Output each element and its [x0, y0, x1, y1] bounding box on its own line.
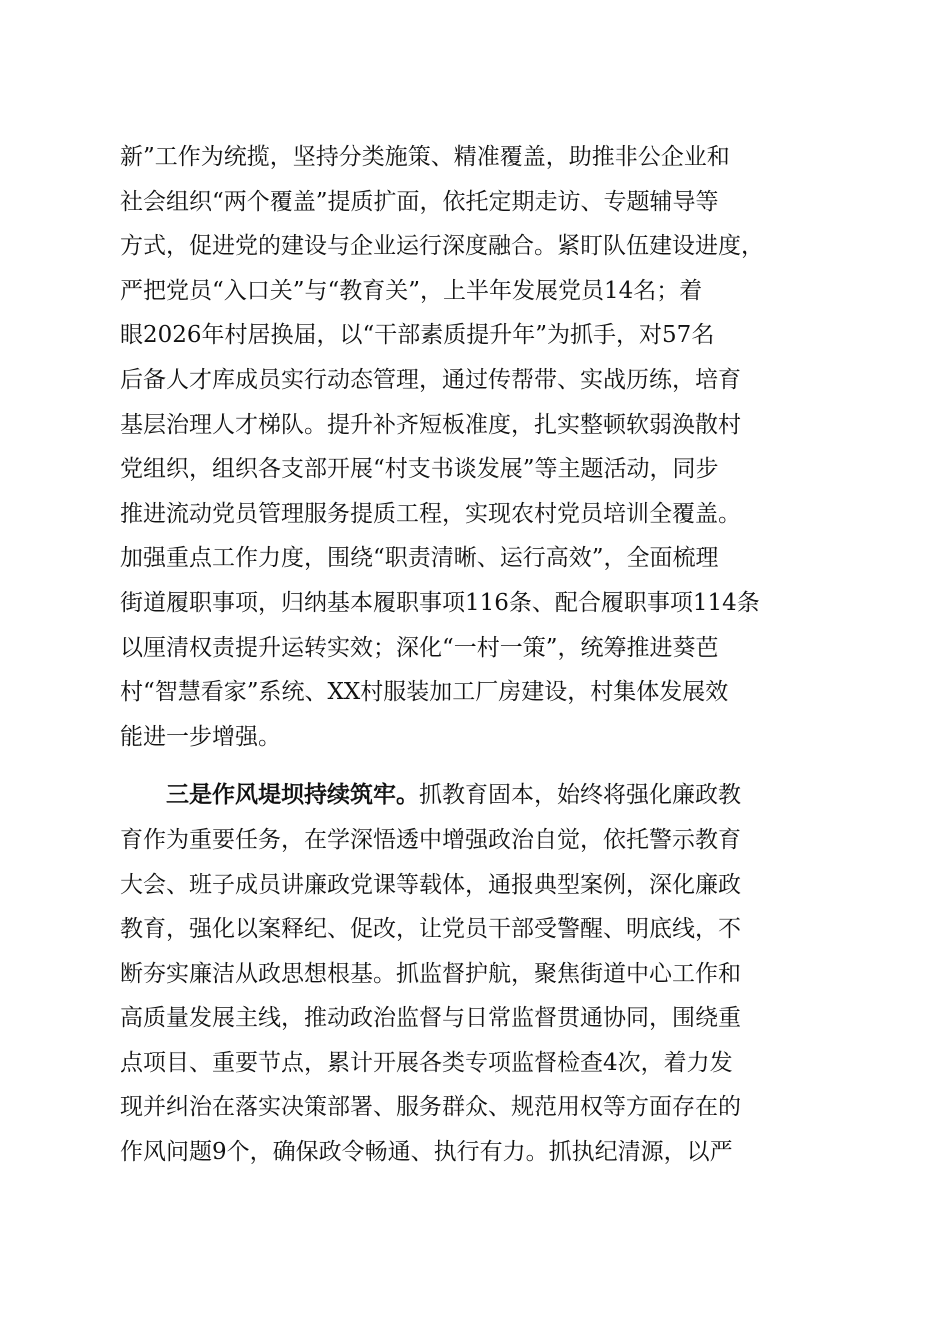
text-line: 断夯实廉洁从政思想根基。抓监督护航，聚焦街道中心工作和	[120, 960, 741, 987]
text-line: 基层治理人才梯队。提升补齐短板准度，扎实整顿软弱涣散村	[120, 411, 741, 438]
text-line: 街道履职事项，归纳基本履职事项116条、配合履职事项114条	[120, 589, 760, 616]
text-line: 能进一步增强。	[120, 723, 281, 750]
text-line: 作风问题9个，确保政令畅通、执行有力。抓执纪清源，以严	[120, 1139, 733, 1166]
text-line: 大会、班子成员讲廉政党课等载体，通报典型案例，深化廉政	[120, 871, 741, 898]
text-line: 现并纠治在落实决策部署、服务群众、规范用权等方面存在的	[120, 1094, 741, 1121]
document-body	[120, 135, 830, 1175]
text-line: 村“智慧看家”系统、XX村服装加工厂房建设，村集体发展效	[120, 679, 729, 706]
text-line: 育作为重要任务，在学深悟透中增强政治自觉，依托警示教育	[120, 826, 741, 853]
text-line: 教育，强化以案释纪、促改，让党员干部受警醒、明底线，不	[120, 916, 741, 943]
text-line: 社会组织“两个覆盖”提质扩面，依托定期走访、专题辅导等	[120, 188, 719, 215]
text-line: 后备人才库成员实行动态管理，通过传帮带、实战历练，培育	[120, 366, 741, 393]
text-line	[120, 773, 830, 818]
text-line: 眼2026年村居换届，以“干部素质提升年”为抓手，对57名	[120, 322, 715, 349]
text-line: 党组织，组织各支部开展“村支书谈发展”等主题活动，同步	[120, 456, 719, 483]
section-heading: 三是作风堤坝持续筑牢。	[166, 781, 419, 809]
text-line: 严把党员“入口关”与“教育关”，上半年发展党员14名；着	[120, 277, 703, 304]
heading-line-rest: 抓教育固本，始终将强化廉政教	[419, 782, 741, 809]
text-line: 新”工作为统揽，坚持分类施策、精准覆盖，助推非公企业和	[120, 144, 730, 170]
text-line: 点项目、重要节点，累计开展各类专项监督检查4次，着力发	[120, 1049, 733, 1076]
text-line: 高质量发展主线，推动政治监督与日常监督贯通协同，围绕重	[120, 1005, 741, 1032]
paragraph-spacer	[120, 759, 830, 773]
paragraph-1	[120, 135, 830, 759]
text-line: 以厘清权责提升运转实效；深化“一村一策”，统筹推进葵芭	[120, 634, 719, 661]
paragraph-2	[120, 773, 830, 1174]
text-line: 推进流动党员管理服务提质工程，实现农村党员培训全覆盖。	[120, 500, 741, 527]
text-line: 加强重点工作力度，围绕“职责清晰、运行高效”，全面梳理	[120, 545, 719, 572]
text-line: 方式，促进党的建设与企业运行深度融合。紧盯队伍建设进度，	[120, 233, 764, 260]
